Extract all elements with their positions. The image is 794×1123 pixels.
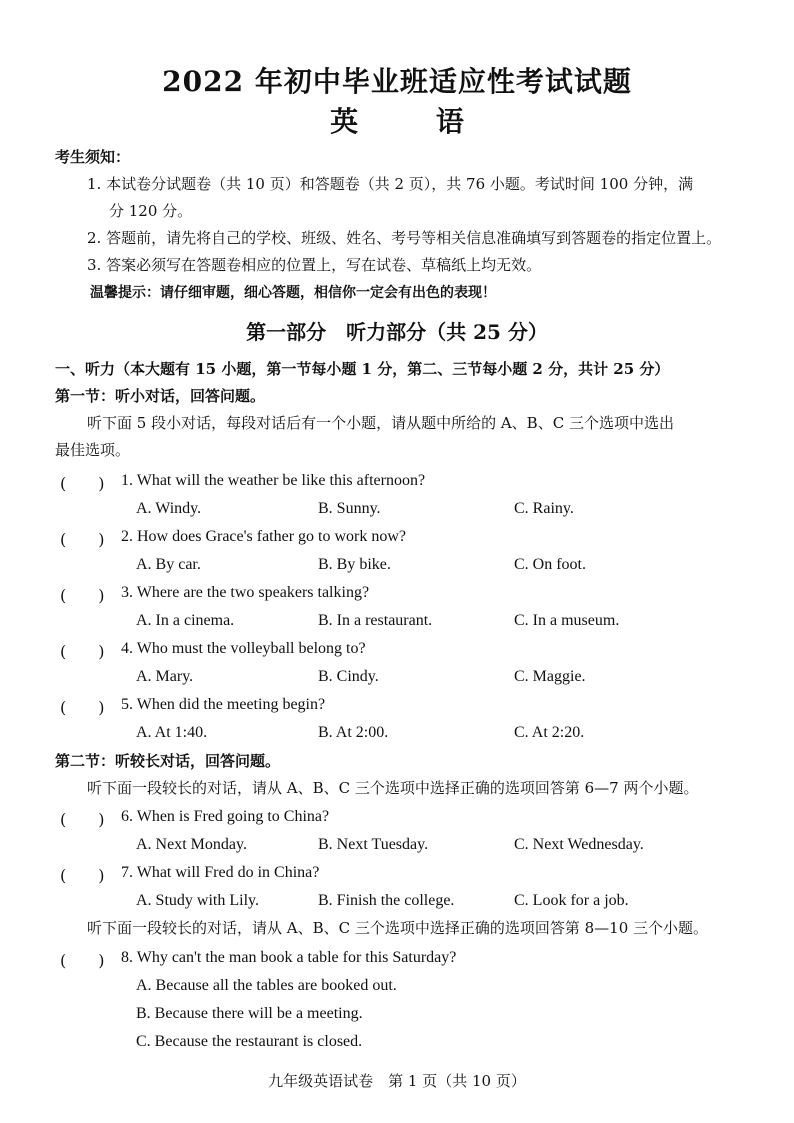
option-1b: B. Sunny. — [318, 500, 381, 517]
option-6b: B. Next Tuesday. — [318, 836, 429, 853]
notice-item-1: 1. 本试卷分试题卷（共 10 页）和答题卷（共 2 页），共 76 小题。考试时间 100 分钟，满 — [87, 175, 694, 193]
option-4b: B. Cindy. — [318, 668, 379, 685]
question-3: 3. Where are the two speakers talking? — [121, 584, 370, 601]
question-8: 8. Why can't the man book a table for this Saturday? — [121, 949, 457, 966]
notice-item-2: 2. 答题前，请先将自己的学校、班级、姓名、考号等相关信息准确填写到答题卷的指定位置上。 — [87, 229, 722, 247]
question-4: 4. Who must the volleyball belong to? — [121, 640, 366, 657]
answer-paren[interactable]: ( ) — [60, 642, 105, 661]
option-1c: C. Rainy. — [514, 500, 574, 517]
answer-paren[interactable]: ( ) — [60, 530, 105, 549]
option-8b: B. Because there will be a meeting. — [136, 1005, 363, 1022]
option-7b: B. Finish the college. — [318, 892, 455, 909]
option-4a: A. Mary. — [136, 668, 194, 685]
option-8a: A. Because all the tables are booked out. — [136, 977, 397, 994]
option-1a: A. Windy. — [136, 500, 202, 517]
option-5b: B. At 2:00. — [318, 724, 389, 741]
option-2b: B. By bike. — [318, 556, 391, 573]
sub1-heading: 第一节：听小对话，回答问题。 — [55, 387, 266, 405]
option-3a: A. In a cinema. — [136, 612, 235, 629]
option-6c: C. Next Wednesday. — [514, 836, 644, 853]
option-6a: A. Next Monday. — [136, 836, 247, 853]
exam-subject: 英 语 — [330, 105, 498, 138]
option-2c: C. On foot. — [514, 556, 586, 573]
exam-title: 2022 年初中毕业班适应性考试试题 — [162, 65, 632, 98]
notice-item-3: 3. 答案必须写在答题卷相应的位置上，写在试卷、草稿纸上均无效。 — [87, 256, 542, 274]
option-2a: A. By car. — [136, 556, 201, 573]
notice-item-1-cont: 分 120 分。 — [109, 202, 193, 220]
notice-tip: 温馨提示：请仔细审题，细心答题，相信你一定会有出色的表现！ — [90, 285, 496, 301]
sub1-instruction-1: 听下面 5 段小对话，每段对话后有一个小题，请从题中所给的 A、B、C 三个选项中选出 — [87, 414, 674, 432]
option-5a: A. At 1:40. — [136, 724, 208, 741]
option-7c: C. Look for a job. — [514, 892, 629, 909]
option-5c: C. At 2:20. — [514, 724, 585, 741]
answer-paren[interactable]: ( ) — [60, 474, 105, 493]
option-7a: A. Study with Lily. — [136, 892, 259, 909]
listening-section-heading: 一、听力（本大题有 15 小题，第一节每小题 1 分，第二、三节每小题 2 分，共计 25 分） — [55, 360, 670, 378]
option-4c: C. Maggie. — [514, 668, 586, 685]
sub2-heading: 第二节：听较长对话，回答问题。 — [55, 752, 281, 770]
option-3b: B. In a restaurant. — [318, 612, 433, 629]
answer-paren[interactable]: ( ) — [60, 698, 105, 717]
page-footer: 九年级英语试卷 第 1 页（共 10 页） — [268, 1072, 526, 1090]
option-3c: C. In a museum. — [514, 612, 620, 629]
question-1: 1. What will the weather be like this afternoon? — [121, 472, 426, 489]
option-8c: C. Because the restaurant is closed. — [136, 1033, 363, 1050]
sub2-instruction-b: 听下面一段较长的对话，请从 A、B、C 三个选项中选择正确的选项回答第 8—10 三个小题。 — [87, 919, 709, 937]
part1-title: 第一部分 听力部分（共 25 分） — [246, 320, 548, 344]
sub1-instruction-2: 最佳选项。 — [55, 441, 131, 459]
sub2-instruction-a: 听下面一段较长的对话，请从 A、B、C 三个选项中选择正确的选项回答第 6—7 两个小题。 — [87, 779, 699, 797]
question-7: 7. What will Fred do in China? — [121, 864, 320, 881]
answer-paren[interactable]: ( ) — [60, 810, 105, 829]
question-2: 2. How does Grace's father go to work now? — [121, 528, 407, 545]
answer-paren[interactable]: ( ) — [60, 951, 105, 970]
answer-paren[interactable]: ( ) — [60, 586, 105, 605]
answer-paren[interactable]: ( ) — [60, 866, 105, 885]
question-6: 6. When is Fred going to China? — [121, 808, 330, 825]
question-5: 5. When did the meeting begin? — [121, 696, 326, 713]
notice-heading: 考生须知： — [55, 148, 131, 166]
